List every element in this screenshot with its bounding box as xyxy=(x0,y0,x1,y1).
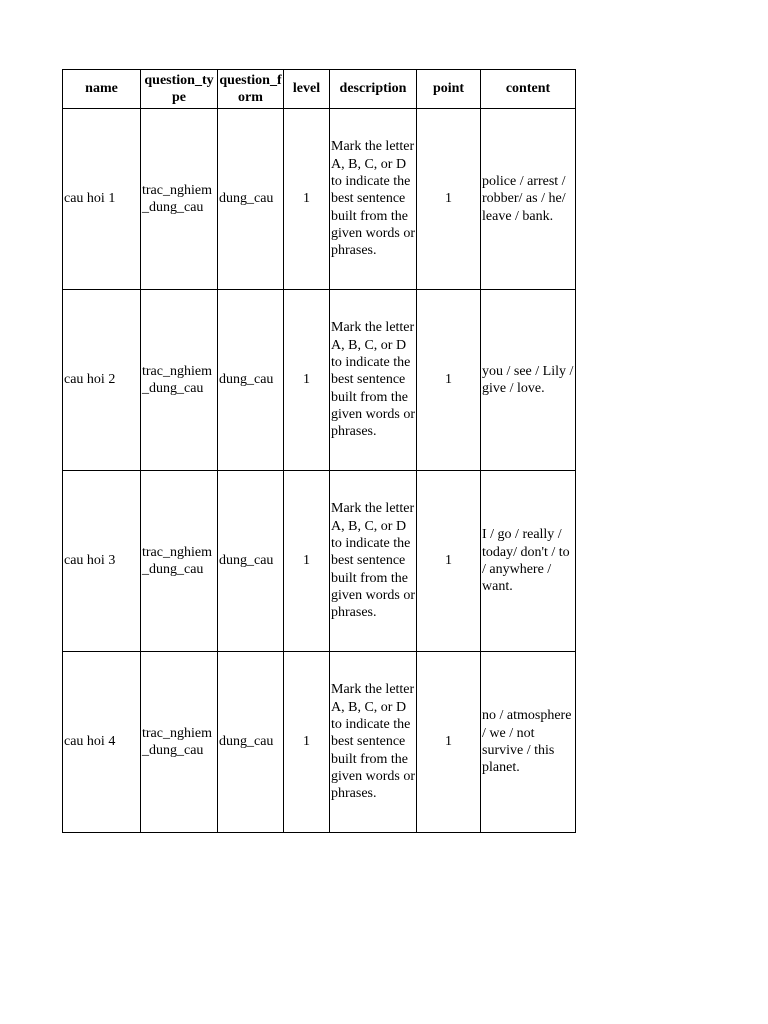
question-table xyxy=(62,69,576,833)
column-header-name: name xyxy=(63,70,141,109)
cell-name: cau hoi 1 xyxy=(63,109,141,290)
column-header-level: level xyxy=(284,70,330,109)
cell-level: 1 xyxy=(284,109,330,290)
cell-content: no / atmosphere / we / not survive / this planet. xyxy=(481,652,576,833)
column-header-content: content xyxy=(481,70,576,109)
cell-name: cau hoi 3 xyxy=(63,471,141,652)
column-header-point: point xyxy=(417,70,481,109)
cell-question-type: trac_nghiem_dung_cau xyxy=(141,652,218,833)
cell-question-form: dung_cau xyxy=(218,471,284,652)
cell-question-type: trac_nghiem_dung_cau xyxy=(141,471,218,652)
cell-content: I / go / really / today/ don't / to / anywhere / want. xyxy=(481,471,576,652)
cell-question-type: trac_nghiem_dung_cau xyxy=(141,109,218,290)
cell-level: 1 xyxy=(284,471,330,652)
cell-content: police / arrest / robber/ as / he/ leave / bank. xyxy=(481,109,576,290)
cell-content: you / see / Lily / give / love. xyxy=(481,290,576,471)
cell-question-form: dung_cau xyxy=(218,652,284,833)
cell-point: 1 xyxy=(417,652,481,833)
header-row xyxy=(63,70,576,109)
column-header-description: description xyxy=(330,70,417,109)
cell-description: Mark the letter A, B, C, or D to indicate the best sentence built from the given words or phrases. xyxy=(330,109,417,290)
cell-description: Mark the letter A, B, C, or D to indicate the best sentence built from the given words or phrases. xyxy=(330,471,417,652)
table-row xyxy=(63,290,576,471)
cell-name: cau hoi 2 xyxy=(63,290,141,471)
cell-question-type: trac_nghiem_dung_cau xyxy=(141,290,218,471)
cell-point: 1 xyxy=(417,109,481,290)
cell-point: 1 xyxy=(417,471,481,652)
cell-point: 1 xyxy=(417,290,481,471)
column-header-question-form: question_form xyxy=(218,70,284,109)
cell-question-form: dung_cau xyxy=(218,109,284,290)
cell-question-form: dung_cau xyxy=(218,290,284,471)
cell-level: 1 xyxy=(284,652,330,833)
column-header-question-type: question_type xyxy=(141,70,218,109)
table-row xyxy=(63,652,576,833)
cell-description: Mark the letter A, B, C, or D to indicate the best sentence built from the given words or phrases. xyxy=(330,290,417,471)
cell-level: 1 xyxy=(284,290,330,471)
cell-description: Mark the letter A, B, C, or D to indicate the best sentence built from the given words or phrases. xyxy=(330,652,417,833)
cell-name: cau hoi 4 xyxy=(63,652,141,833)
table-row xyxy=(63,471,576,652)
table-row xyxy=(63,109,576,290)
